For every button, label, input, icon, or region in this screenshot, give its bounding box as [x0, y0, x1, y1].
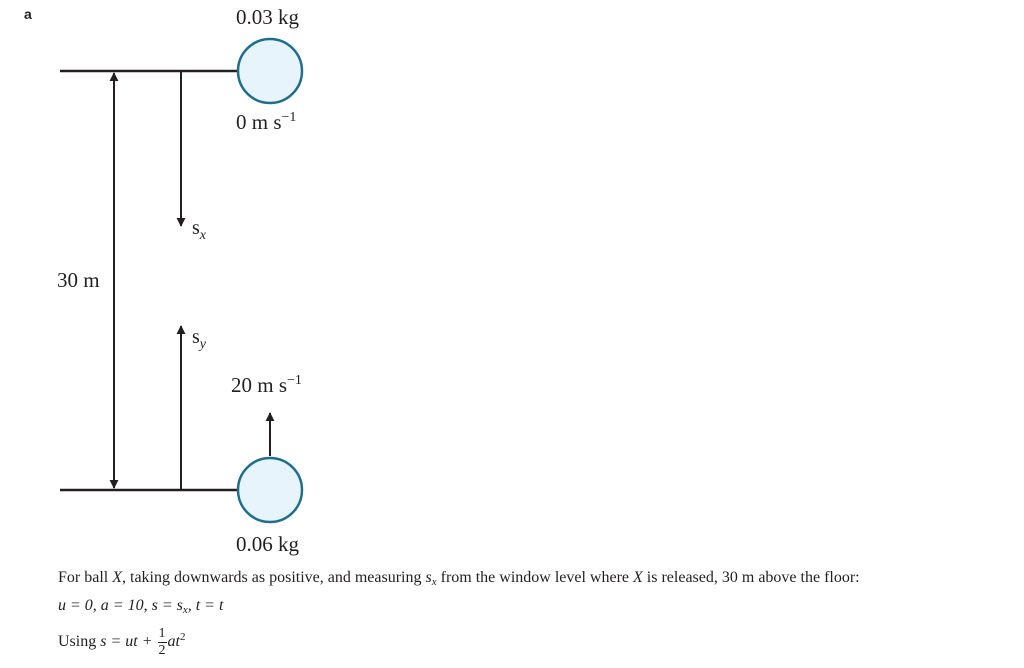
top-ball-velocity: 0 m $s^{-1}$	[236, 110, 297, 134]
height-label: 30 m	[57, 268, 100, 292]
explanation-line-2: u = 0, a = 10, $s = s_x$, t = t	[58, 597, 224, 616]
half-fraction: $\frac{1}{2}$	[158, 626, 166, 658]
sx-label: $s_x$	[192, 217, 207, 243]
top-ball	[238, 39, 302, 103]
sy-label: $s_y$	[192, 326, 207, 352]
part-label: a	[24, 6, 32, 22]
explanation-line-3: Using s = ut + $\frac{1}{2}$ $at^2$	[58, 626, 186, 658]
bottom-ball-velocity: 20 m $s^{-1}$	[231, 373, 302, 397]
bottom-ball-mass: 0.06 kg	[236, 532, 299, 556]
bottom-ball	[238, 458, 302, 522]
top-ball-mass: 0.03 kg	[236, 5, 299, 29]
explanation-line-1: For ball X, taking downwards as positive, and measuring $s_x$ from the window level where X is released, 30 m above the floor:	[58, 569, 860, 588]
